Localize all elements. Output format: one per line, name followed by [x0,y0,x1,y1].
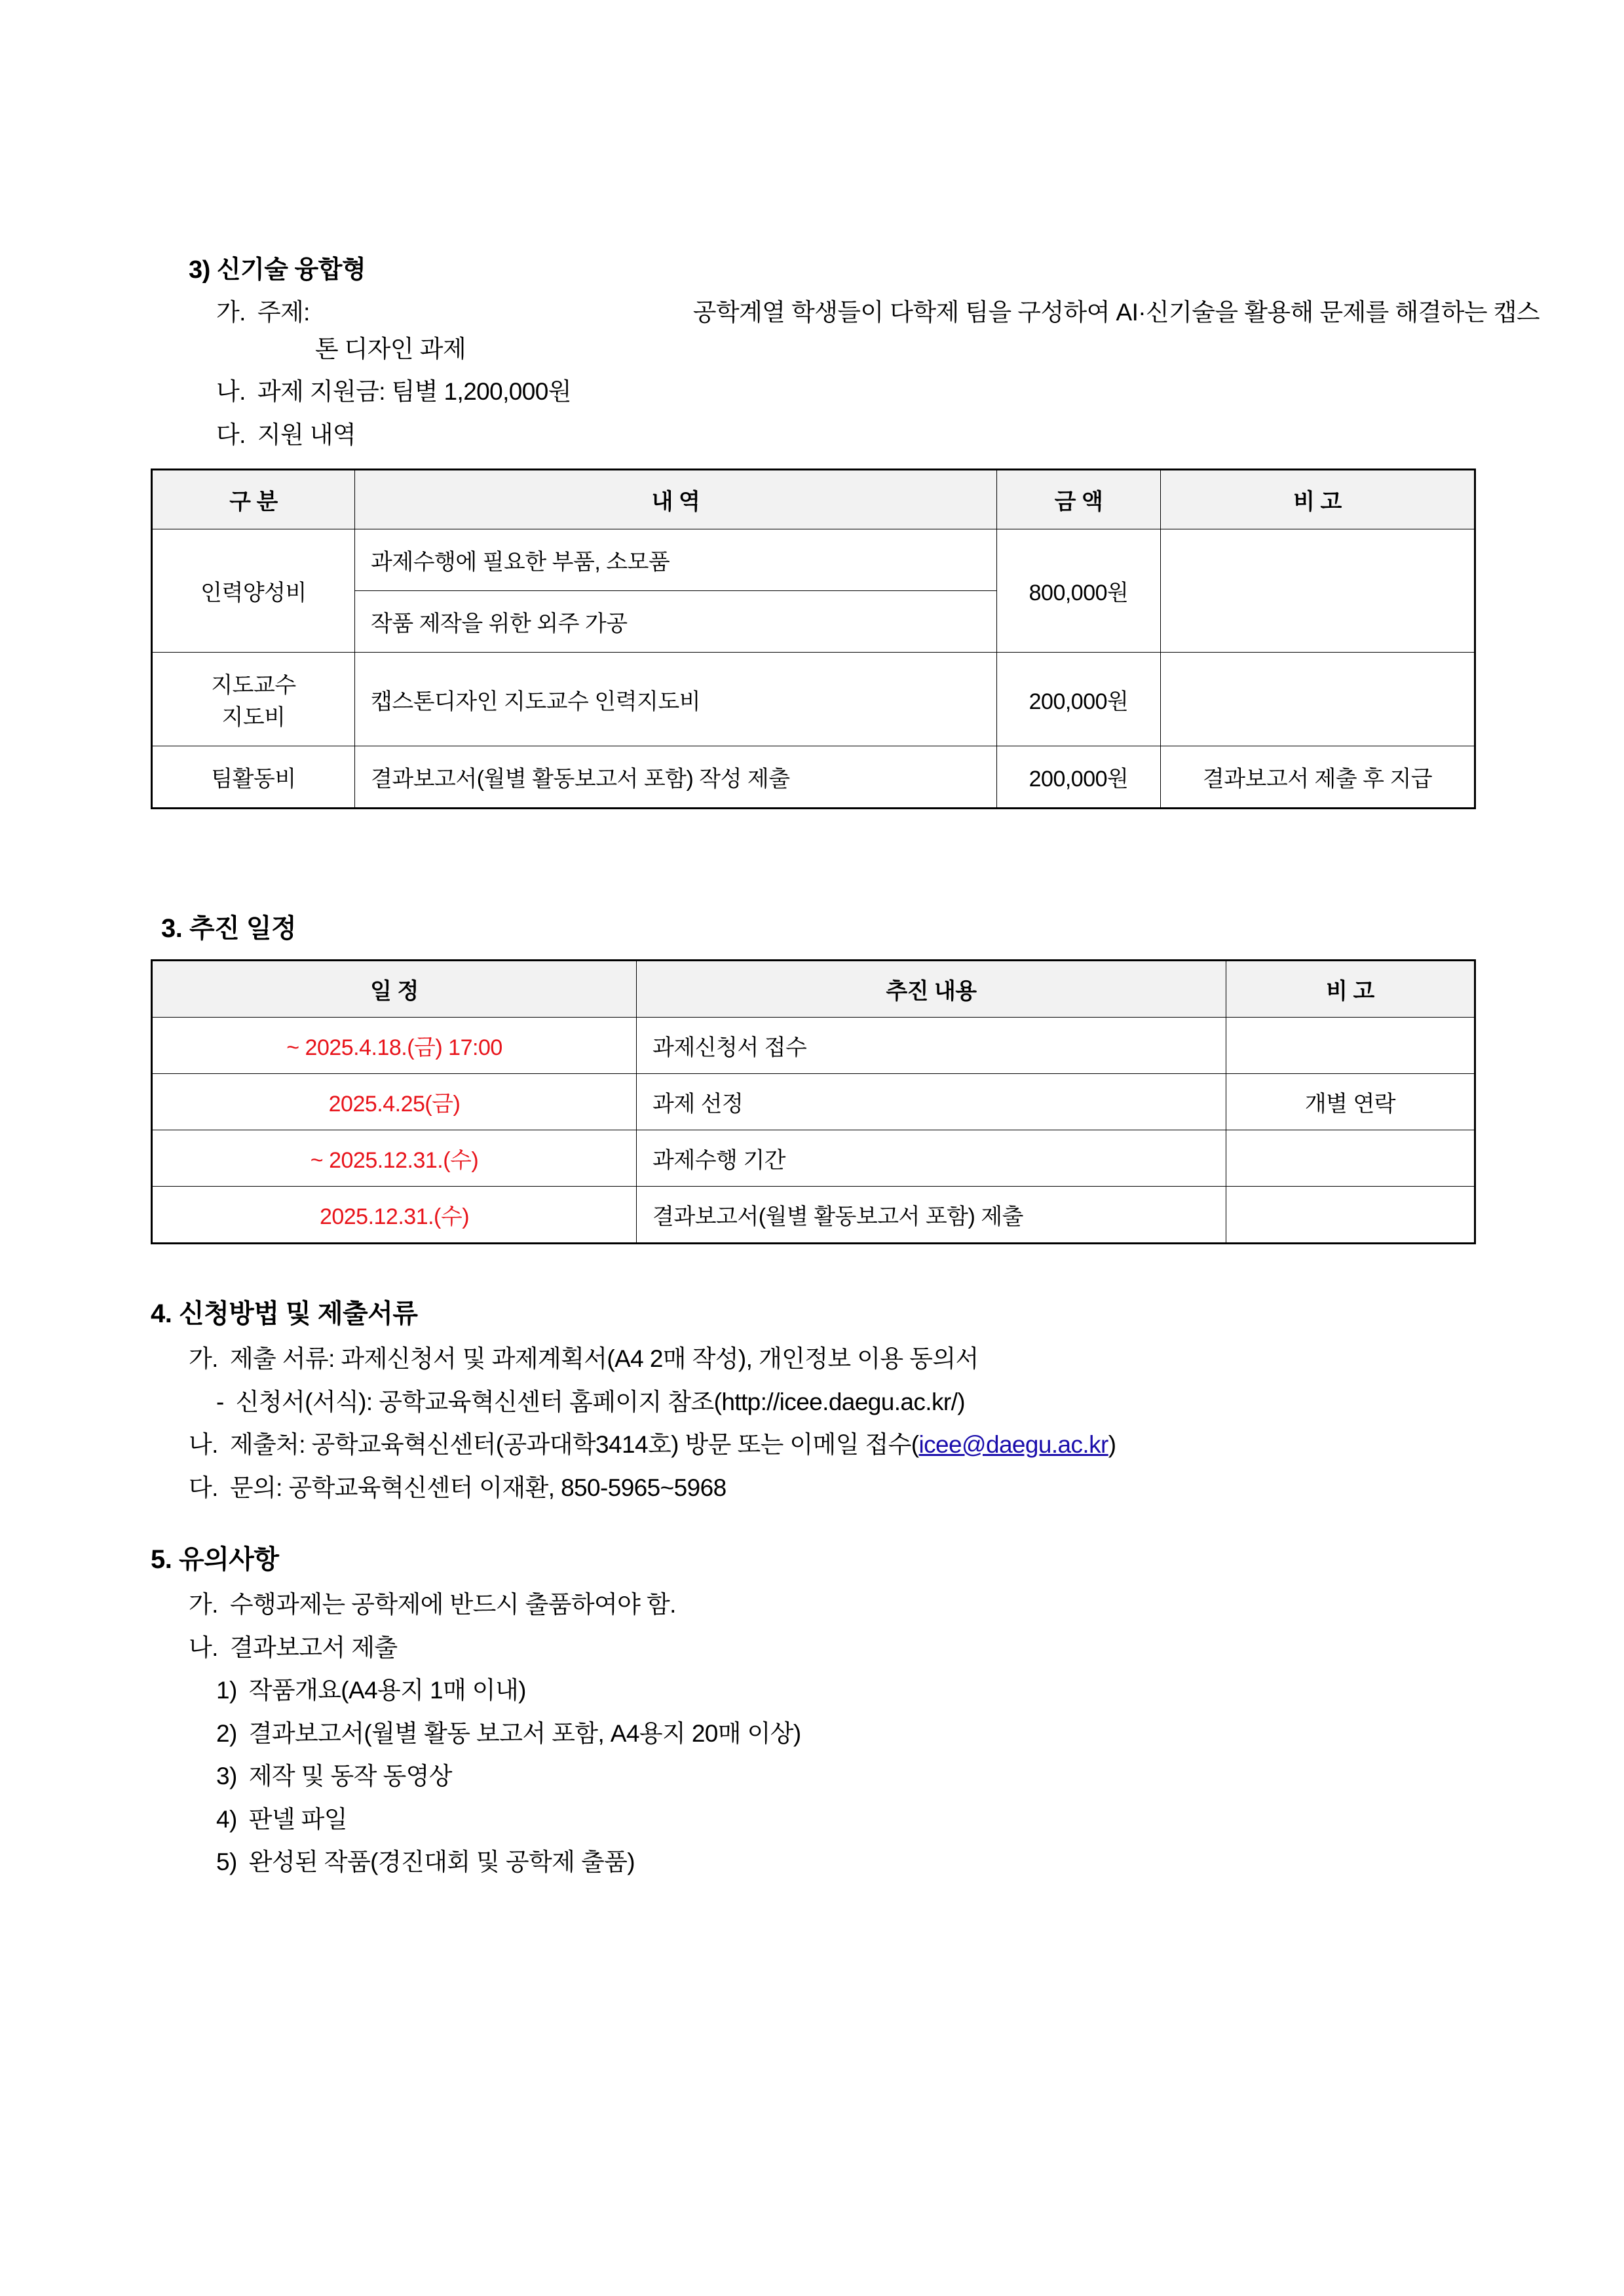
notes-report-text: 결과보고서 제출 [229,1634,398,1661]
cell-date-3: ~ 2025.12.31.(수) [152,1130,637,1187]
cell-category-professor: 지도교수 지도비 [152,653,355,746]
notes-sub-text-5: 완성된 작품(경진대회 및 공학제 출품) [248,1848,635,1875]
list-marker-na: 나. [216,378,246,405]
table-row [152,746,1475,809]
support-breakdown-table [151,469,1476,809]
list-marker-3: 3) [216,1763,237,1789]
apply-title: 4. 신청방법 및 제출서류 [151,1299,418,1328]
apply-item-contact [189,1470,1473,1506]
section-new-tech [151,249,1539,453]
list-marker-na-2: 나. [189,1431,218,1458]
th-detail: 내 역 [355,470,997,529]
notes-sub-item-1 [216,1672,1473,1709]
list-marker-2: 2) [216,1719,237,1747]
th-schedule-note: 비 고 [1226,961,1475,1018]
table-header-row [152,470,1475,529]
notes-item-exhibit [189,1586,1473,1623]
notes-sub-text-2: 결과보고서(월별 활동 보고서 포함, A4용지 20매 이상) [248,1719,801,1747]
cell-note-2: 개별 연락 [1226,1074,1475,1130]
list-marker-ga: 가. [216,299,246,326]
apply-form-text: 신청서(서식): 공학교육혁신센터 홈페이지 참조(http://icee.daegu.ac.kr/) [235,1388,965,1415]
th-schedule-date: 일 정 [152,961,637,1018]
notes-sub-text-4: 판넬 파일 [248,1805,347,1833]
new-tech-topic-line1: 공학계열 학생들이 다학제 팀을 구성하여 AI·신기술을 활용해 문제를 해결하는 캡스 [692,299,1539,326]
notes-sub-item-2 [216,1715,1473,1752]
cell-note-manpower [1161,529,1475,653]
list-marker-ga-3: 가. [189,1591,218,1618]
email-link[interactable]: icee@daegu.ac.kr [918,1431,1108,1458]
apply-item-submission [189,1426,1473,1463]
list-marker-1: 1) [216,1677,237,1704]
cell-category-team: 팀활동비 [152,746,355,809]
apply-submission-prefix: 제출처: 공학교육혁신센터(공과대학3414호) 방문 또는 이메일 접수( [229,1431,919,1458]
cell-detail-team: 결과보고서(월별 활동보고서 포함) 작성 제출 [355,746,997,809]
table-row [152,1187,1475,1244]
apply-submission-suffix: ) [1108,1431,1116,1458]
schedule-title: 3. 추진 일정 [161,914,297,943]
list-marker-4: 4) [216,1805,237,1833]
cell-note-professor [1161,653,1475,746]
cell-note-team: 결과보고서 제출 후 지급 [1161,746,1475,809]
section-schedule [151,908,1473,1244]
cell-category-manpower: 인력양성비 [152,529,355,653]
apply-documents-text: 제출 서류: 과제신청서 및 과제계획서(A4 2매 작성), 개인정보 이용 동의서 [229,1345,979,1372]
cell-note-3 [1226,1130,1475,1187]
cell-note-1 [1226,1018,1475,1074]
new-tech-detail-row [216,417,1473,453]
new-tech-fund-row [216,373,1473,410]
cell-detail-outsourcing: 작품 제작을 위한 외주 가공 [355,591,997,653]
list-marker-5: 5) [216,1848,237,1875]
notes-item-report [189,1630,1473,1666]
table-row [152,1074,1475,1130]
table-row [152,1130,1475,1187]
table-header-row [152,961,1475,1018]
cell-amount-manpower: 800,000원 [997,529,1161,653]
cell-date-4: 2025.12.31.(수) [152,1187,637,1244]
new-tech-detail-text: 지원 내역 [257,421,356,448]
list-marker-ga-2: 가. [189,1345,218,1372]
th-category: 구 분 [152,470,355,529]
apply-item-documents [189,1341,1473,1377]
section-apply [151,1293,1473,1506]
cell-detail-parts: 과제수행에 필요한 부품, 소모품 [355,529,997,591]
notes-sub-item-4 [216,1801,1473,1838]
cell-content-4: 결과보고서(월별 활동보고서 포함) 제출 [637,1187,1226,1244]
cell-note-4 [1226,1187,1475,1244]
cell-content-1: 과제신청서 접수 [637,1018,1226,1074]
table-row [152,529,1475,591]
table-row [152,653,1475,746]
cell-amount-professor: 200,000원 [997,653,1161,746]
apply-contact-text: 문의: 공학교육혁신센터 이재환, 850-5965~5968 [229,1474,727,1501]
th-schedule-content: 추진 내용 [637,961,1226,1018]
list-marker-na-3: 나. [189,1634,218,1661]
notes-sub-item-5 [216,1844,1473,1881]
list-marker-da: 다. [216,421,246,448]
list-marker-dash: - [216,1388,224,1415]
new-tech-topic-label: 주제: [257,299,310,326]
apply-item-form [216,1384,1473,1421]
cell-content-3: 과제수행 기간 [637,1130,1226,1187]
apply-submission-body [230,1426,1473,1463]
list-marker-da-2: 다. [189,1474,218,1501]
new-tech-topic-row [216,294,1539,367]
section-notes [151,1539,1473,1881]
cell-content-2: 과제 선정 [637,1074,1226,1130]
th-amount: 금 액 [997,470,1161,529]
new-tech-fund-text: 과제 지원금: 팀별 1,200,000원 [257,378,571,405]
new-tech-topic-line2: 톤 디자인 과제 [314,335,466,362]
cell-date-1: ~ 2025.4.18.(금) 17:00 [152,1018,637,1074]
th-note: 비 고 [1161,470,1475,529]
notes-sub-text-1: 작품개요(A4용지 1매 이내) [248,1677,526,1704]
notes-title: 5. 유의사항 [151,1545,279,1574]
table-row [152,1018,1475,1074]
notes-exhibit-text: 수행과제는 공학제에 반드시 출품하여야 함. [229,1591,676,1618]
cell-date-2: 2025.4.25(금) [152,1074,637,1130]
cell-amount-team: 200,000원 [997,746,1161,809]
notes-sub-text-3: 제작 및 동작 동영상 [248,1763,452,1789]
schedule-table [151,959,1476,1244]
cell-detail-professor: 캡스톤디자인 지도교수 인력지도비 [355,653,997,746]
section-new-tech-heading: 3) 신기술 융합형 [189,256,366,284]
notes-sub-item-3 [216,1758,1473,1795]
new-tech-topic-body [257,294,1539,367]
